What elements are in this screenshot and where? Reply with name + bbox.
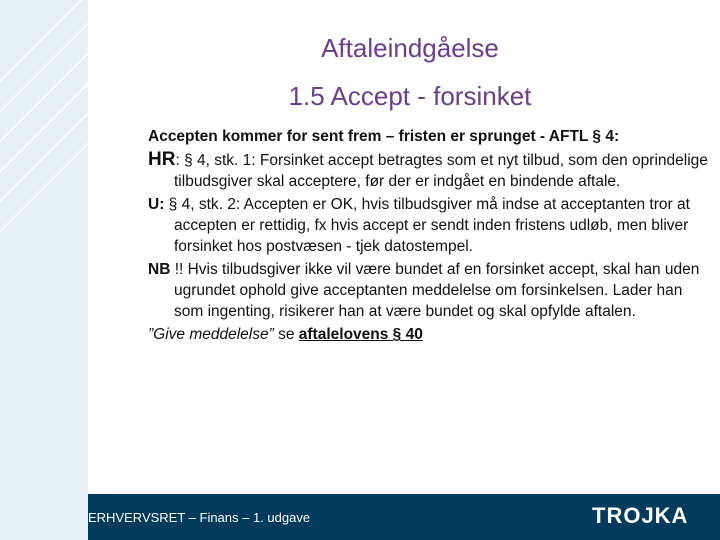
- band-stripe: [0, 28, 88, 242]
- paragraph-nb: [148, 259, 708, 322]
- reference-link[interactable]: aftalelovens § 40: [298, 326, 423, 343]
- paragraph-intro: [148, 126, 708, 147]
- footer-text: ERHVERVSRET – Finans – 1. udgave: [88, 510, 311, 525]
- hr-label: HR: [148, 149, 176, 170]
- paragraph-hr: [148, 149, 708, 192]
- slide-title: Aftaleindgåelse: [321, 33, 499, 63]
- u-label: U:: [148, 196, 165, 213]
- band-stripe: [0, 0, 88, 121]
- trojka-logo: TROJKA: [592, 503, 689, 528]
- paragraph-reference: [148, 324, 708, 345]
- band-stripe: [0, 0, 88, 211]
- band-stripe: [0, 58, 88, 272]
- slide-body: [148, 126, 708, 347]
- nb-text: !! Hvis tilbudsgiver ikke vil være bundet af en forsinket accept, skal han uden ugrundet ophold give acceptanten meddelelse om forsinkelsen. Lader han som ingenting, risikerer han at være bundet og skal opfylde aftalen.: [170, 261, 700, 320]
- hr-text: : § 4, stk. 1: Forsinket accept betragtes som et nyt tilbud, som den oprindelige tilbudsgiver skal acceptere, før der er indgået en bindende aftale.: [174, 152, 708, 190]
- reference-middle: se: [273, 326, 299, 343]
- u-text: § 4, stk. 2: Accepten er OK, hvis tilbudsgiver må indse at acceptanten tror at accepten er rettidig, fx hvis accept er sendt inden fristens udløb, men bliver forsinket hos postvæsen - tjek datostempel.: [164, 196, 690, 255]
- paragraph-u: [148, 194, 708, 257]
- decorative-side-band: [0, 0, 88, 540]
- nb-label: NB: [148, 261, 171, 278]
- intro-text: Accepten kommer for sent frem – fristen er sprunget - AFTL § 4:: [148, 128, 620, 145]
- slide-subtitle: 1.5 Accept - forsinket: [288, 81, 532, 111]
- reference-quote: ”Give meddelelse”: [148, 326, 274, 343]
